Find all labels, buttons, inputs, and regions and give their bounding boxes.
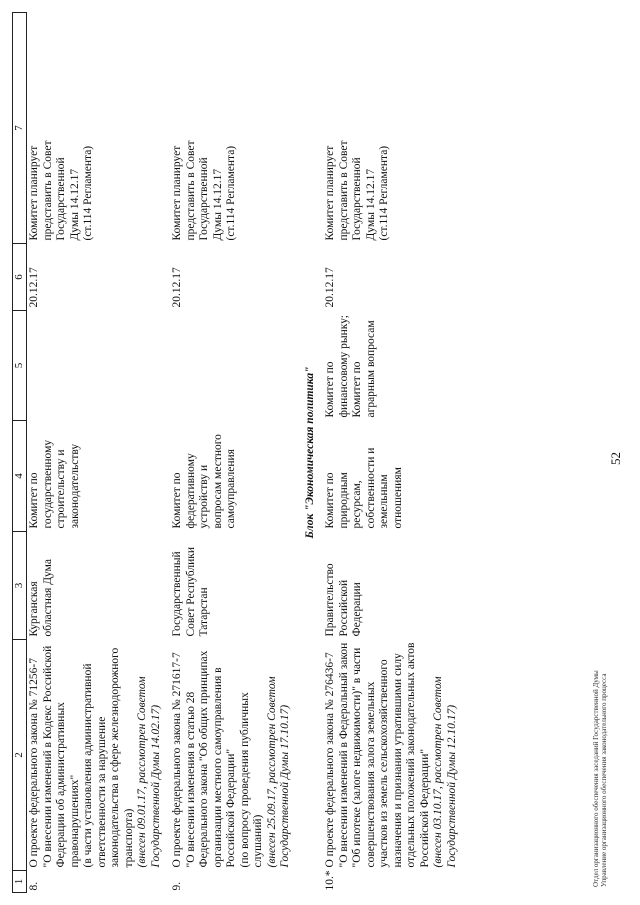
bill-title-line: Федерации об административных xyxy=(55,702,67,868)
co-committees-cell xyxy=(170,311,294,421)
bill-title-line: О проекте федерального закона № 276436-7 xyxy=(324,652,336,868)
row-number: 10.* xyxy=(324,870,336,891)
bill-title-line: Российской Федерации" xyxy=(225,748,237,868)
bill-note-line: (внесен 09.01.17, рассмотрен Советом xyxy=(136,676,148,868)
responsible-committee-cell: Комитет по природным ресурсам, собственности и земельным отношениям xyxy=(324,447,404,529)
date-cell: 20.12.17 xyxy=(28,267,40,308)
header-cell: 1 xyxy=(13,871,27,893)
remark-line: представить в Совет xyxy=(184,140,197,241)
remark-line: Думы 14.12.17 xyxy=(211,168,224,241)
remark-line: Комитет планирует xyxy=(28,145,40,241)
bill-title-line: слушаний) xyxy=(252,814,264,868)
bill-title-line: О проекте федерального закона № 71256-7 xyxy=(28,658,40,868)
bill-title-line: назначения и признании утратившими силу xyxy=(391,653,404,868)
bill-note-line: (внесен 25.09.17, рассмотрен Советом xyxy=(265,676,278,868)
remark-line: представить в Совет xyxy=(337,140,350,241)
remark-line: (ст.114 Регламента) xyxy=(225,145,237,241)
header-cell: 6 xyxy=(13,244,27,311)
table-row xyxy=(27,13,165,893)
remark-line: Государственной xyxy=(55,157,67,241)
bill-note-line: Государственной Думы 12.10.17) xyxy=(445,704,458,868)
remark-line: представить в Совет xyxy=(41,140,54,241)
remark-line: (ст.114 Регламента) xyxy=(82,145,94,241)
table-header-row xyxy=(13,13,27,893)
block-heading: Блок "Экономическая политика" xyxy=(303,366,316,539)
responsible-committee-cell: Комитет по государственному строительству и законодательству xyxy=(28,439,81,529)
header-cell: 2 xyxy=(13,640,27,871)
bill-title-line: "О внесении изменения в статью 28 xyxy=(184,691,197,868)
responsible-committee-cell: Комитет по федеративному устройству и вопросам местного самоуправления xyxy=(171,434,237,529)
bill-title-line: Федерального закона "Об общих принципах xyxy=(198,650,210,868)
bill-title-line: правонарушениях" xyxy=(68,774,81,868)
co-committees-cell: Комитет по финансовому рынку; Комитет по аграрным вопросам xyxy=(324,314,377,418)
remark-line: Думы 14.12.17 xyxy=(68,168,81,241)
footer-line: Управление организационного обеспечения законодательного процесса xyxy=(600,673,608,887)
row-number: 9. xyxy=(171,881,183,891)
bill-title-line: совершенствования залога земельных xyxy=(364,681,377,868)
remark-line: Комитет планирует xyxy=(324,145,336,241)
bill-note-line: Государственной Думы 14.02.17) xyxy=(149,704,162,868)
bill-title-line: "Об ипотеке (залоге недвижимости)" в части xyxy=(351,647,363,868)
remark-line: Государственной xyxy=(198,157,210,241)
remark-cell xyxy=(323,13,460,244)
table-row xyxy=(323,13,460,893)
initiator-cell: Курганская областная Дума xyxy=(28,559,54,637)
bill-note-line: Государственной Думы 17.10.17) xyxy=(279,704,291,868)
bill-description xyxy=(27,640,165,871)
row-number: 8. xyxy=(28,881,40,891)
agenda-table xyxy=(12,12,460,893)
bill-title-line: организации местного самоуправления в xyxy=(211,667,224,868)
header-cell: 4 xyxy=(13,421,27,532)
remark-line: Думы 14.12.17 xyxy=(364,168,377,241)
bill-title-line: "О внесении изменений в Федеральный закон xyxy=(337,642,350,868)
remark-line: Государственной xyxy=(351,157,363,241)
bill-note-line: (внесен 03.10.17, рассмотрен Советом xyxy=(432,676,444,868)
bill-title-line: Российской Федерации" xyxy=(418,748,431,868)
footer xyxy=(592,670,608,887)
table-row xyxy=(170,13,294,893)
header-cell: 3 xyxy=(13,532,27,640)
page-number: 52 xyxy=(608,452,623,465)
date-cell: 20.12.17 xyxy=(324,267,336,308)
date-cell: 20.12.17 xyxy=(171,267,183,308)
remark-line: Комитет планирует xyxy=(171,145,183,241)
initiator-cell: Правительство Российской Федерации xyxy=(324,563,363,637)
block-heading-row xyxy=(294,13,324,893)
bill-title-line: участков из земель сельскохозяйственного xyxy=(378,659,390,868)
bill-description xyxy=(170,640,294,871)
remark-cell xyxy=(27,13,165,244)
header-cell: 7 xyxy=(13,13,27,244)
header-cell: 5 xyxy=(13,311,27,421)
bill-title-line: (по вопросу проведения публичных xyxy=(238,692,251,868)
bill-title-line: "О внесении изменений в Кодекс Российской xyxy=(41,645,54,868)
bill-title-line: О проекте федерального закона № 271617-7 xyxy=(171,652,183,868)
co-committees-cell xyxy=(27,311,165,421)
remark-line: (ст.114 Регламента) xyxy=(378,145,390,241)
bill-title-line: транспорта) xyxy=(122,808,135,868)
bill-title-line: отдельных положений законодательных актов xyxy=(405,642,417,868)
bill-description xyxy=(323,640,460,871)
footer-line: Отдел организационного обеспечения заседаний Государственной Думы xyxy=(592,670,600,887)
bill-title-line: законодательства в сфере железнодорожного xyxy=(109,647,121,868)
bill-title-line: ответственности за нарушение xyxy=(95,716,108,868)
bill-title-line: (в части установления административной xyxy=(82,663,94,868)
initiator-cell: Государственный Совет Республики Татарстан xyxy=(171,547,210,637)
remark-cell xyxy=(170,13,294,244)
